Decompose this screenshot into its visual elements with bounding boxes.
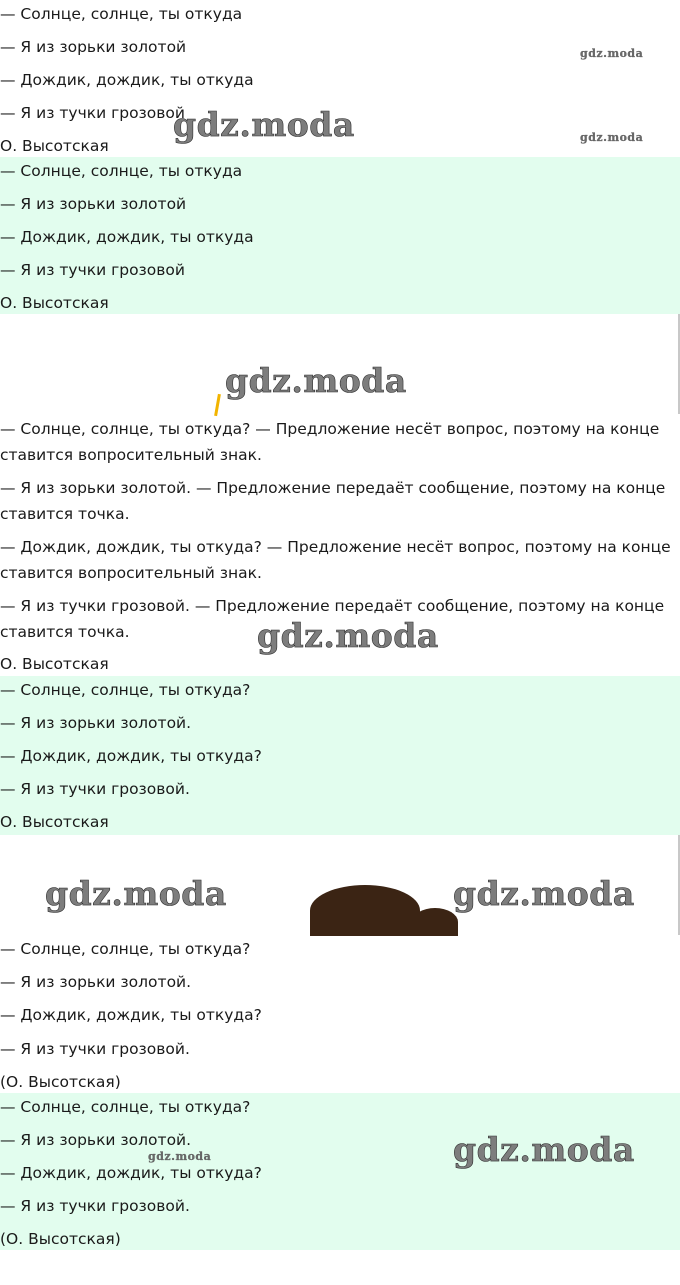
- poem-author: О. Высотская: [0, 294, 109, 312]
- poem-line: — Дождик, дождик, ты откуда: [0, 228, 254, 246]
- watermark-logo: gdz.moda: [580, 47, 644, 60]
- explanation-block: [0, 314, 680, 676]
- poem-line: — Я из зорьки золотой: [0, 195, 187, 213]
- decorative-image: [412, 908, 458, 936]
- watermark-logo: gdz.moda: [148, 1150, 212, 1163]
- poem-block-5: [0, 835, 680, 1093]
- explanation-paragraph: — Дождик, дождик, ты откуда? — Предложение несёт вопрос, поэтому на конце ставится вопросительный знак.: [0, 538, 671, 582]
- watermark-logo: gdz.moda: [225, 361, 407, 400]
- poem-line: — Я из зорьки золотой.: [0, 973, 192, 991]
- text-cursor-icon: [214, 394, 221, 416]
- poem-line: — Солнце, солнце, ты откуда?: [0, 940, 251, 958]
- poem-line: — Я из зорьки золотой.: [0, 714, 192, 732]
- poem-line: — Дождик, дождик, ты откуда: [0, 71, 254, 89]
- poem-block-4: [0, 676, 680, 835]
- poem-block-1: [0, 0, 680, 157]
- poem-line: — Я из тучки грозовой.: [0, 780, 190, 798]
- explanation-paragraph: — Солнце, солнце, ты откуда? — Предложение несёт вопрос, поэтому на конце ставится вопросительный знак.: [0, 420, 660, 464]
- decorative-image: [310, 885, 420, 936]
- poem-line: — Я из тучки грозовой.: [0, 1040, 190, 1058]
- poem-line: — Я из тучки грозовой: [0, 104, 185, 122]
- watermark-logo: gdz.moda: [453, 1130, 635, 1169]
- explanation-paragraph: — Я из зорьки золотой. — Предложение передаёт сообщение, поэтому на конце ставится точка.: [0, 479, 666, 523]
- poem-line: — Я из зорьки золотой.: [0, 1131, 192, 1149]
- watermark-logo: gdz.moda: [257, 616, 439, 655]
- explanation-paragraph: — Я из тучки грозовой. — Предложение передаёт сообщение, поэтому на конце ставится точка.: [0, 597, 665, 641]
- poem-line: — Солнце, солнце, ты откуда?: [0, 681, 251, 699]
- poem-line: — Я из тучки грозовой.: [0, 1197, 190, 1215]
- poem-line: — Солнце, солнце, ты откуда: [0, 162, 243, 180]
- poem-author: О. Высотская: [0, 137, 109, 155]
- poem-author: (О. Высотская): [0, 1073, 121, 1091]
- poem-line: — Солнце, солнце, ты откуда: [0, 5, 243, 23]
- poem-line: — Солнце, солнце, ты откуда?: [0, 1098, 251, 1116]
- watermark-logo: gdz.moda: [453, 874, 635, 913]
- poem-block-6: [0, 1093, 680, 1250]
- poem-line: — Дождик, дождик, ты откуда?: [0, 1006, 262, 1024]
- watermark-logo: gdz.moda: [45, 874, 227, 913]
- poem-line: — Я из тучки грозовой: [0, 261, 185, 279]
- poem-author: О. Высотская: [0, 813, 109, 831]
- poem-line: — Я из зорьки золотой: [0, 38, 187, 56]
- poem-author: (О. Высотская): [0, 1230, 121, 1248]
- watermark-logo: gdz.moda: [173, 105, 355, 144]
- watermark-logo: gdz.moda: [580, 131, 644, 144]
- poem-line: — Дождик, дождик, ты откуда?: [0, 747, 262, 765]
- poem-line: — Дождик, дождик, ты откуда?: [0, 1164, 262, 1182]
- poem-author: О. Высотская: [0, 655, 109, 673]
- poem-block-2: [0, 157, 680, 314]
